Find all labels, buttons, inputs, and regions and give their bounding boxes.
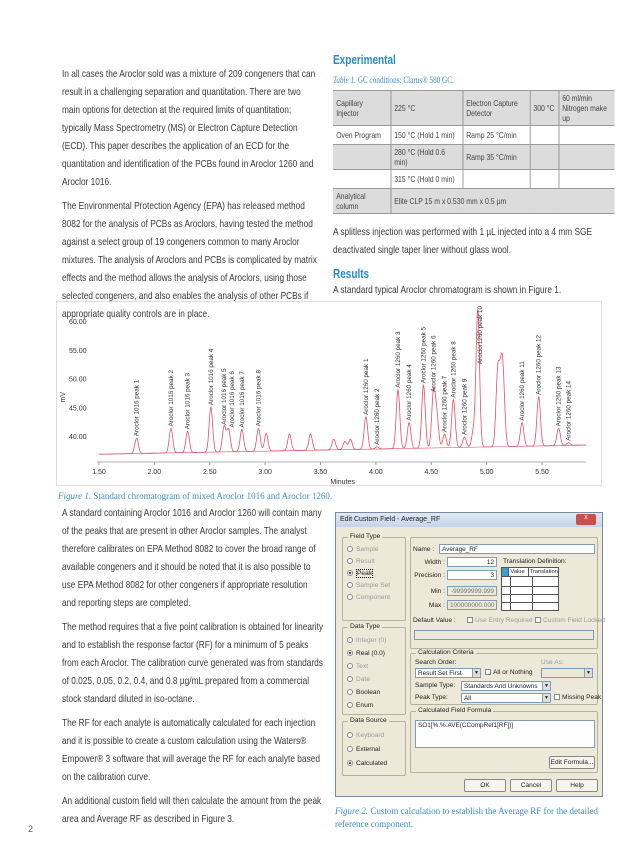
intro-paragraph: In all cases the Aroclor sold was a mixture of 209 congeners that can result in a challenging separation and quantitation. There are two main options for detection at the required limits of quantitation; typically Mass Spectrometry (MS) or Electron Capture Detection (ECD). This paper describes the application of an ECD for the quantitation and identification of the PCBs found in Aroclor 1260 and Aroclor 1016.	[62, 69, 316, 188]
sample-type-select[interactable]: Standards And Unknowns ▼	[461, 681, 551, 691]
default-value-input[interactable]	[414, 630, 594, 640]
peak-label: Aroclor1260 peak 10	[476, 305, 484, 365]
peak-label: Aroclor 1260 peak 4	[406, 364, 414, 421]
experimental-heading: Experimental	[333, 53, 396, 67]
peak-label: Aroclor 1016 peak 2	[168, 370, 175, 427]
peak-label: Aroclor 1260 peak 13	[555, 366, 563, 427]
table-row	[333, 91, 615, 126]
radio-peak[interactable]: Peak	[347, 570, 373, 578]
sample-type-label: Sample Type:	[415, 682, 456, 689]
translation-label: Translation Definition:	[503, 558, 567, 565]
table-cell	[530, 145, 559, 170]
table-cell: Capillary Injector	[333, 91, 391, 126]
x-tick-label: 2.00	[147, 469, 162, 476]
table1-caption	[333, 74, 615, 87]
data-source-group	[342, 717, 406, 776]
epa-paragraph: The Environmental Protection Agency (EPA) has released method 8082 for the analysis of PCBs as Aroclors, having tested the method against a select group of 19 congeners common to many Aroclor mixtures. The analysis of Aroclors and PCBs is complicated by matrix effects and the method allows the analysis of Aroclors, using those selected congeners, and also enables the analysis of other PCBs if appropriate quality controls are in place.	[62, 201, 317, 320]
table-cell: 225 °C	[391, 91, 463, 126]
custom-field-locked-checkbox[interactable]: Custom Field Locked	[535, 617, 605, 625]
gc-conditions-table	[333, 90, 615, 214]
peak-type-label: Peak Type:	[415, 694, 448, 701]
precision-input[interactable]: 3	[447, 570, 497, 580]
peak-label: Aroclor 1260 peak 5	[420, 326, 428, 384]
translation-col-translation: Translation	[529, 569, 558, 575]
figure2-caption	[335, 805, 605, 831]
translation-col-value: Value	[509, 568, 528, 576]
y-tick-label: 55.00	[69, 347, 87, 355]
field-properties-group	[410, 537, 605, 649]
radio-external[interactable]: External	[347, 746, 380, 754]
table-cell	[559, 126, 615, 145]
table-row	[333, 126, 615, 145]
peak-label: Aroclor 1260 peak 11	[519, 361, 527, 421]
name-input[interactable]: Average_RF	[439, 544, 595, 554]
precision-label: Precision :	[414, 572, 445, 579]
search-order-select[interactable]: Result Set First ▼	[415, 668, 481, 678]
table-cell: 60 ml/min Nitrogen make up	[559, 91, 615, 126]
edit-custom-field-dialog	[335, 512, 603, 797]
radio-calculated[interactable]: Calculated	[347, 760, 387, 768]
table1-caption-text: GC conditions: Clarus® 580 GC.	[357, 75, 454, 85]
peak-label: Aroclor 1016 peak 1	[133, 379, 141, 437]
table-row	[333, 170, 615, 189]
data-source-legend: Data Source	[350, 717, 387, 724]
left-column-top	[62, 66, 320, 330]
figure2-label: Figure 2.	[335, 806, 369, 816]
peak-label: Aroclor 1260 peak 9	[461, 378, 469, 435]
figure2-caption-text: Custom calculation to establish the Average RF for the detailed reference component.	[335, 806, 598, 829]
width-label: Width :	[424, 559, 445, 566]
translation-table[interactable]	[501, 567, 559, 611]
table1-label: Table 1.	[333, 75, 356, 85]
formula-group	[410, 707, 598, 773]
table-cell: Ramp 35 °C/min	[463, 145, 530, 170]
results-paragraph: A standard typical Aroclor chromatogram is shown in Figure 1.	[333, 285, 562, 296]
table-cell	[559, 170, 615, 189]
radio-keyboard[interactable]: Keyboard	[347, 732, 384, 740]
use-as-select[interactable]: ▼	[541, 668, 593, 678]
y-tick-label: 40.00	[69, 434, 87, 441]
results-heading: Results	[333, 267, 370, 281]
formula-legend: Calculated Field Formula	[418, 707, 492, 714]
field-type-legend: Field Type	[350, 533, 381, 540]
calibration-paragraph: The method requires that a five point calibration is obtained for linearity and to establish the response factor (RF) for a minimum of 5 peaks from each Aroclor. The calibration curve generated was from standards of 0.025, 0.05, 0.2, 0.4, and 0.8 µg/mL prepared from a commercial stock standard diluted in iso-octane.	[62, 622, 324, 705]
peak-label: Aroclor 1016 peak 7	[238, 371, 246, 428]
radio-integer[interactable]: Integer (0)	[347, 637, 386, 645]
table-cell	[333, 170, 391, 189]
search-order-label: Search Order:	[415, 659, 457, 666]
peak-label: Aroclor 1260 peak 7	[441, 375, 449, 433]
custom-field-paragraph: An additional custom field will then calculate the amount from the peak area and Average RF as described in Figure 3.	[62, 796, 322, 825]
max-label: Max :	[428, 602, 445, 609]
radio-component[interactable]: Component	[347, 594, 390, 602]
calculation-criteria-group	[410, 649, 602, 705]
cancel-button[interactable]: Cancel	[510, 779, 552, 792]
peak-label: Aroclor 1260 peak 3	[395, 331, 402, 388]
rf-paragraph: The RF for each analyte is automatically calculated for each injection and it is possible to create a custom calculation using the Waters® Empower® 3 software that will average the RF for each analyte based on the calibration curve.	[62, 718, 320, 783]
table-cell	[530, 126, 559, 145]
missing-peak-checkbox[interactable]: Missing Peak	[554, 694, 601, 702]
standard-paragraph: A standard containing Aroclor 1016 and Aroclor 1260 will contain many of the peaks that are present in other Aroclor samples. The analyst therefore calibrates on EPA Method 8082 to cover the broad range of available congeners and it should be noted that it is also possible to use EPA Method 8082 for other congeners if appropriate resolution and reporting steps are completed.	[62, 508, 322, 609]
left-column-bottom	[62, 505, 324, 835]
radio-date[interactable]: Date	[347, 676, 370, 684]
right-column-top	[333, 52, 615, 306]
chromatogram-figure	[56, 301, 602, 486]
max-input[interactable]: 100000000.000	[447, 600, 497, 610]
chromatogram-chart	[57, 302, 603, 487]
y-axis-label: mV	[60, 392, 67, 403]
peak-type-select[interactable]: All ▼	[461, 693, 551, 703]
peak-label: Aroclor 1016 peak 6	[229, 371, 237, 428]
figure1-label: Figure 1.	[58, 491, 92, 501]
close-button[interactable]: x	[576, 514, 596, 525]
radio-enum[interactable]: Enum	[347, 702, 373, 710]
table-cell: 150 °C (Hold 1 min)	[391, 126, 463, 145]
width-input[interactable]: 12	[447, 557, 497, 567]
radio-sample[interactable]: Sample	[347, 546, 378, 554]
x-tick-label: 3.50	[313, 469, 328, 476]
x-tick-label: 3.00	[258, 469, 272, 476]
radio-boolean[interactable]: Boolean	[347, 689, 380, 697]
field-type-group	[342, 533, 406, 621]
radio-real[interactable]: Real (0.0)	[347, 650, 385, 658]
peak-label: Aroclor 1016 peak 4	[207, 348, 215, 406]
peak-label: Aroclor 1260 peak 1	[362, 358, 370, 415]
dialog-titlebar	[336, 513, 602, 527]
figure1-caption	[58, 490, 332, 503]
min-input[interactable]: -99999999.999	[447, 586, 497, 596]
ok-button[interactable]: OK	[464, 779, 506, 792]
x-tick-label: 4.50	[424, 469, 439, 476]
formula-input[interactable]: SO1[%.%.AVE(CCompRef1[RF])]	[415, 720, 595, 748]
data-type-group	[342, 623, 406, 715]
min-label: Min :	[430, 588, 445, 595]
peak-label: Aroclor 1260 peak 6	[430, 335, 438, 392]
table-cell	[559, 145, 615, 170]
default-value-label: Default Value :	[413, 617, 456, 624]
all-or-nothing-checkbox[interactable]: All or Nothing	[485, 669, 533, 677]
peak-label: Aroclor 1016 peak 8	[255, 370, 263, 427]
table-cell	[463, 170, 530, 189]
table-row	[333, 145, 615, 170]
table-cell: 315 °C (Hold 0 min)	[391, 170, 463, 189]
x-tick-label: 4.00	[369, 469, 383, 476]
x-tick-label: 5.50	[535, 469, 549, 476]
x-axis-label: Minutes	[330, 479, 355, 486]
page-number: 2	[28, 824, 34, 834]
y-tick-label: 45.00	[69, 405, 87, 413]
edit-formula-button[interactable]: Edit Formula...	[549, 756, 595, 769]
table-cell: Ramp 25 °C/min	[463, 126, 530, 145]
table-row	[333, 189, 615, 214]
dialog-title: Edit Custom Field - Average_RF	[340, 516, 441, 523]
peak-label: Aroclor 1260 peak 2	[374, 388, 381, 445]
data-type-legend: Data Type	[350, 623, 380, 630]
radio-result[interactable]: Result	[347, 558, 375, 566]
peak-label: Aroclor 1016 peak 5	[221, 368, 229, 425]
radio-sample-set[interactable]: Sample Set	[347, 582, 390, 590]
x-tick-label: 2.50	[202, 469, 217, 476]
use-entry-required-checkbox[interactable]: Use Entry Required	[467, 617, 533, 625]
x-tick-label: 1.50	[92, 469, 106, 476]
table-cell: 300 °C	[530, 91, 559, 126]
table-cell: 280 °C (Hold 0.6 min)	[391, 145, 463, 170]
radio-text[interactable]: Text	[347, 663, 368, 671]
peak-label: Aroclor 1016 peak 3	[184, 372, 192, 430]
calc-criteria-legend: Calculation Criteria	[418, 649, 474, 656]
table-cell: Analytical column	[333, 189, 391, 214]
y-tick-label: 50.00	[69, 376, 87, 384]
use-as-label: Use As:	[541, 659, 564, 666]
help-button[interactable]: Help	[556, 779, 598, 792]
table-cell: Electron Capture Detector	[463, 91, 530, 126]
x-tick-label: 5.00	[479, 469, 494, 476]
table-cell: Oven Program	[333, 126, 391, 145]
peak-label: Aroclor 1260 peak 12	[535, 334, 543, 395]
figure1-caption-text: Standard chromatogram of mixed Aroclor 1016 and Aroclor 1260.	[93, 491, 333, 501]
peak-label: Aroclor 1260 peak 8	[450, 341, 458, 398]
table-cell	[333, 145, 391, 170]
table-cell	[530, 170, 559, 189]
y-tick-label: 60.00	[69, 319, 87, 326]
injection-paragraph: A splitless injection was performed with 1 µL injected into a 4 mm SGE deactivated single taper liner without glass wool.	[333, 227, 593, 256]
peak-label: Aroclor 1260 peak 14	[565, 380, 573, 441]
table-cell: Elite CLP 15 m x 0.530 mm x 0.5 µm	[391, 189, 615, 214]
name-label: Name :	[413, 546, 435, 553]
